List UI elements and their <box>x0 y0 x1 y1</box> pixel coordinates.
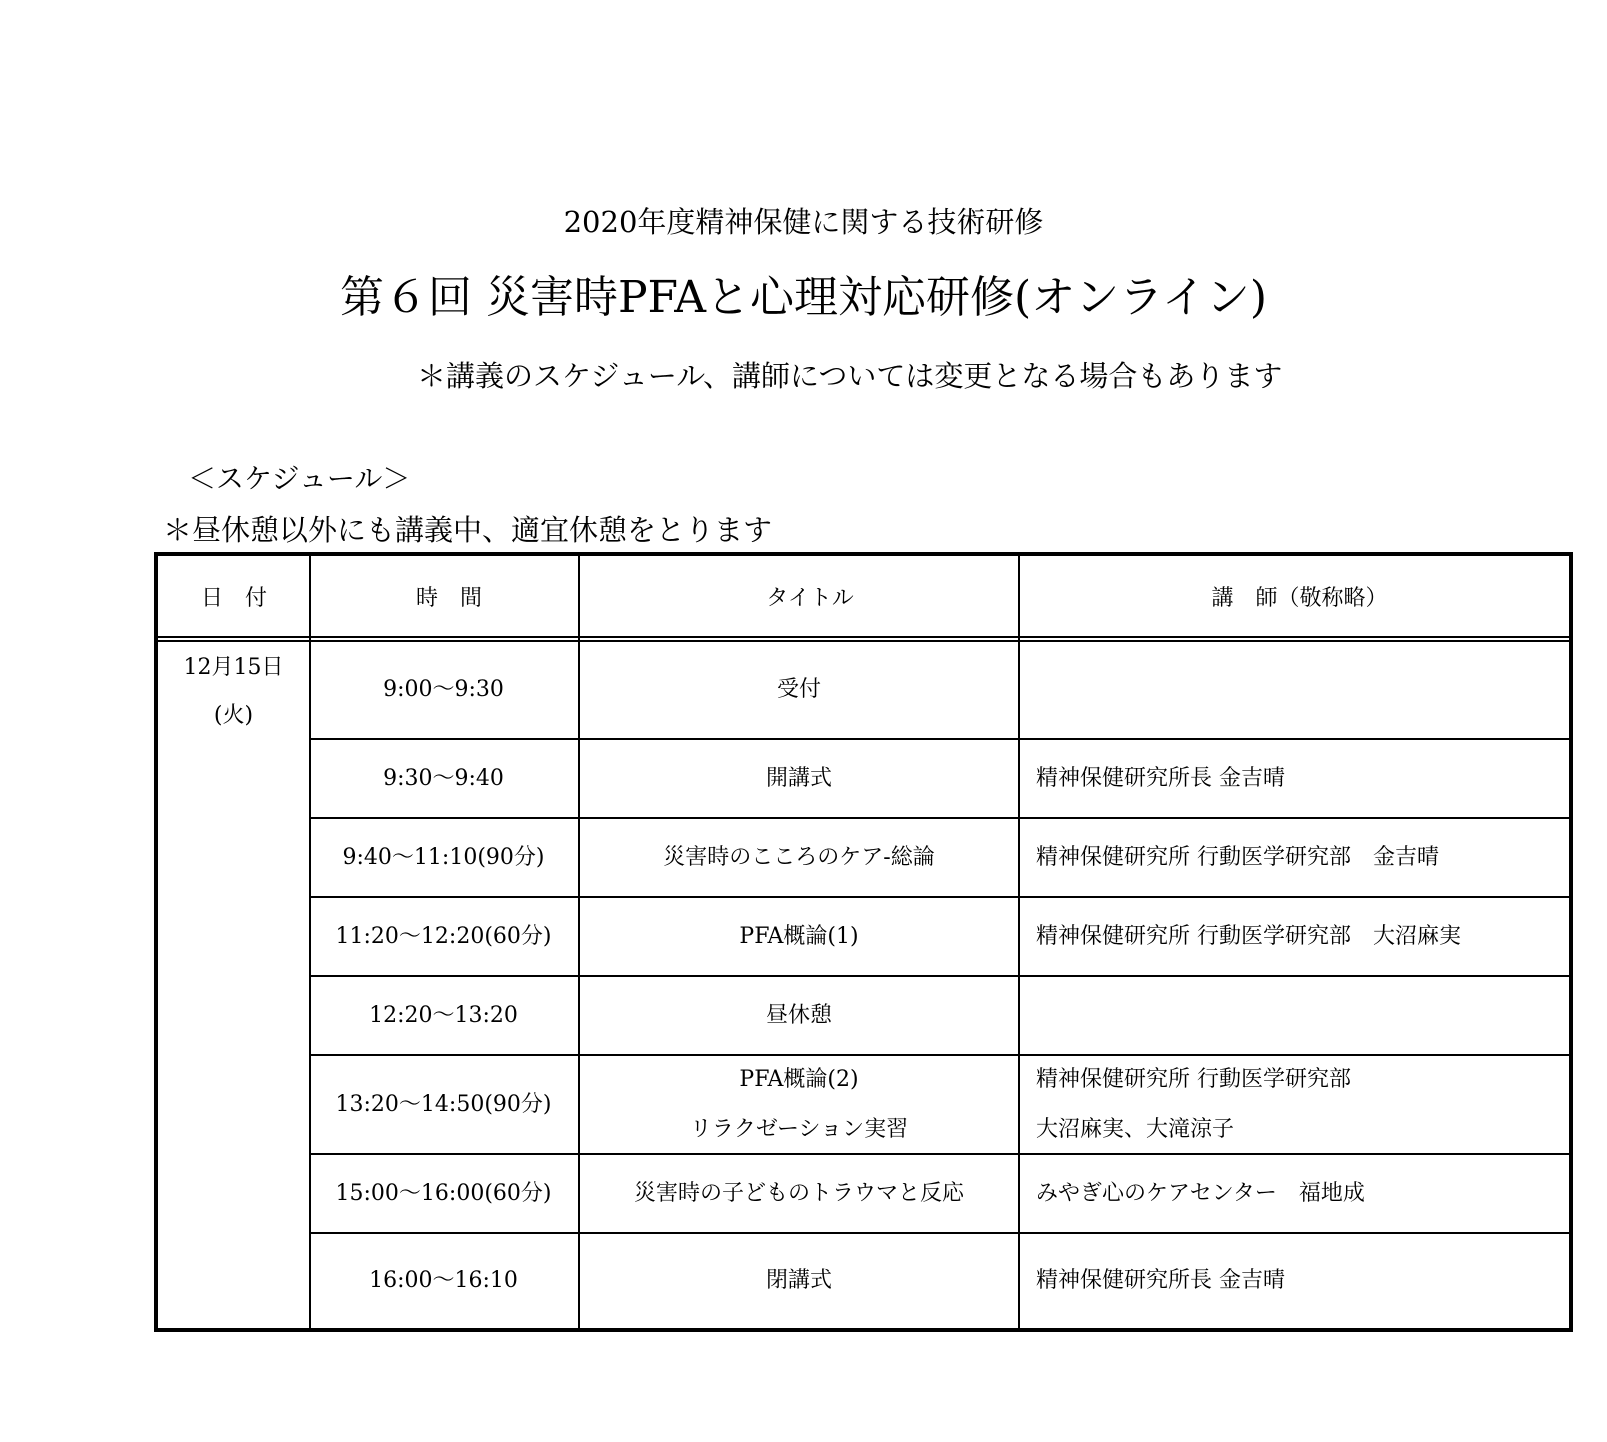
date-value: 12月15日 <box>183 655 284 680</box>
row-time: 9:40〜11:10(90分) <box>342 844 545 870</box>
row-lecturer: 精神保健研究所 行動医学研究部 金吉晴 <box>1036 844 1439 870</box>
row-lecturer: 精神保健研究所長 金吉晴 <box>1036 1268 1285 1293</box>
column-header-time: 時 間 <box>415 585 482 611</box>
row-title: PFA概論(2) リラクゼーション実習 <box>689 1066 909 1142</box>
weekday-value: (火) <box>213 703 254 728</box>
row-lecturer: 精神保健研究所長 金吉晴 <box>1036 765 1285 791</box>
table-header-row <box>158 556 1569 636</box>
table-row <box>309 1153 1569 1232</box>
column-header-title: タイトル <box>766 585 854 611</box>
row-title: 受付 <box>776 677 821 702</box>
table-row <box>309 817 1569 896</box>
row-time: 15:00〜16:00(60分) <box>335 1180 552 1206</box>
column-header-lecturer: 講 師（敬称略） <box>1211 585 1388 611</box>
column-header-date: 日 付 <box>200 585 267 611</box>
row-time: 16:00〜16:10 <box>369 1268 518 1293</box>
row-lecturer: みやぎ心のケアセンター 福地成 <box>1036 1180 1365 1206</box>
row-title: 災害時の子どものトラウマと反応 <box>633 1180 964 1206</box>
table-row <box>309 642 1569 738</box>
row-title: 閉講式 <box>765 1268 832 1293</box>
row-title: 昼休憩 <box>765 1002 832 1028</box>
schedule-heading: ＜スケジュール＞ <box>188 462 411 495</box>
row-lecturer: 精神保健研究所 行動医学研究部 大沼麻実 <box>1036 923 1461 949</box>
table-row <box>309 975 1569 1054</box>
row-time: 13:20〜14:50(90分) <box>335 1091 552 1117</box>
row-time: 9:00〜9:30 <box>383 677 504 702</box>
date-cell <box>158 642 309 740</box>
table-row <box>309 738 1569 817</box>
row-time: 9:30〜9:40 <box>383 765 504 791</box>
table-row <box>309 896 1569 975</box>
row-lecturer <box>1020 977 1569 1054</box>
row-time: 12:20〜13:20 <box>369 1002 518 1028</box>
row-title: 災害時のこころのケア-総論 <box>663 844 935 870</box>
page-title: 第６回 災害時PFAと心理対応研修(オンライン) <box>339 272 1268 323</box>
row-time: 11:20〜12:20(60分) <box>335 923 552 949</box>
table-row <box>309 1054 1569 1153</box>
schedule-change-note: ＊講義のスケジュール、講師については変更となる場合もあります <box>417 359 1283 393</box>
row-title: 開講式 <box>765 765 832 791</box>
break-note: ＊昼休憩以外にも講義中、適宜休憩をとります <box>163 513 773 547</box>
schedule-table <box>154 552 1573 1332</box>
row-lecturer <box>1020 642 1569 738</box>
table-row <box>309 1232 1569 1328</box>
training-series-subtitle: 2020年度精神保健に関する技術研修 <box>563 205 1044 239</box>
row-title: PFA概論(1) <box>739 923 859 949</box>
row-lecturer: 精神保健研究所 行動医学研究部 大沼麻実、大滝涼子 <box>1036 1066 1351 1142</box>
